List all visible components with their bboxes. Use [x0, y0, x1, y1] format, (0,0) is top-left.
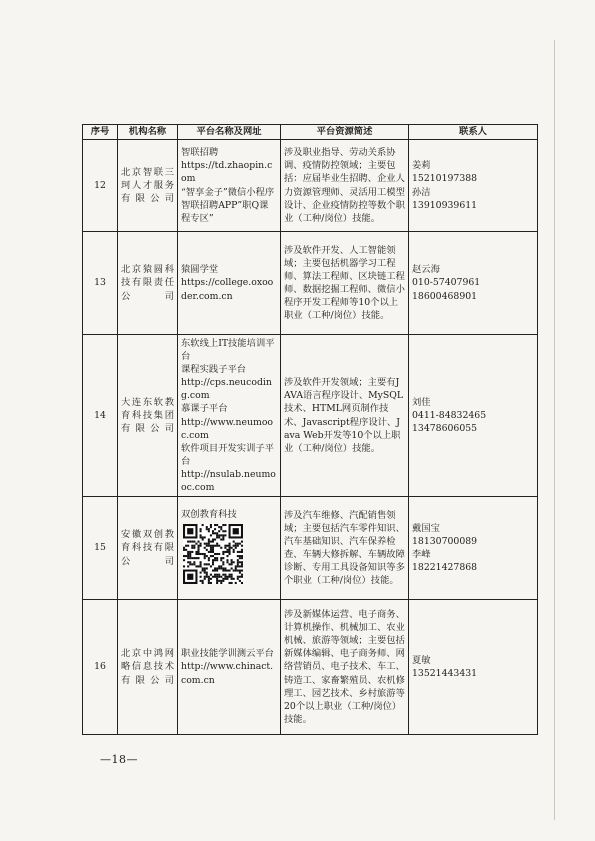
row-org: 安徽双创教育科技有限公司: [118, 497, 178, 600]
row-contact: [409, 497, 538, 600]
row-serial: 12: [83, 140, 118, 232]
row-platform: [178, 140, 281, 232]
row-resources: 涉及软件开发领域；主要有JAVA语言程序设计、MySQL技术、HTML网页制作技术、Javascript程序设计、Java Web开发等10个以上职业（工种/岗位）技能。: [281, 335, 409, 497]
row-resources: 涉及汽车维修、汽配销售领域；主要包括汽车零件知识、汽车基础知识、汽车保养检查、车辆大修拆解、车辆故障诊断、专用工具设备知识等多个职业（工种/岗位）技能。: [281, 497, 409, 600]
platform-line: 双创教育科技: [181, 509, 237, 521]
table-row: [83, 335, 538, 497]
platform-url: https://college.oxooder.com.cn: [181, 277, 274, 302]
platform-url: http://www.chinact.com.cn: [181, 661, 274, 686]
row-serial: 13: [83, 232, 118, 335]
platform-url: http://www.neumooc.com: [181, 416, 274, 441]
contact-phone: 18130700089: [412, 535, 478, 547]
contact-name: 赵云海: [412, 264, 440, 276]
contact-phone: 18221427868: [412, 562, 478, 574]
row-serial: 15: [83, 497, 118, 600]
header-resources: 平台资源简述: [281, 125, 409, 140]
row-org: 北京猿圆科技有限责任公司: [118, 232, 178, 335]
platform-line: 东软线上IT技能培训平台: [181, 337, 275, 363]
row-resources: 涉及软件开发、人工智能领域；主要包括机器学习工程师、算法工程师、区块链工程师、数据挖掘工程师、微信小程序开发工程师等10个以上职业（工种/岗位）技能。: [281, 232, 409, 335]
contact-name: 李峰: [412, 549, 431, 560]
contact-phone: 13478606055: [412, 423, 478, 435]
platform-line: 职业技能学训测云平台: [181, 648, 274, 660]
contact-phone: 13521443431: [412, 668, 478, 679]
contact-phone: 18600468901: [412, 290, 478, 302]
platform-line: 智联招聘APP”职Q课程专区”: [181, 199, 269, 224]
row-contact: [409, 232, 538, 335]
row-platform: [178, 232, 281, 335]
qr-code-icon: [183, 524, 243, 584]
row-org: 大连东软教育科技集团有限公司: [118, 335, 178, 497]
row-resources: 涉及职业指导、劳动关系协调、疫情防控领域；主要包括：应届毕业生招聘、企业人力资源管理师、灵活用工模型设计、企业疫情防控等数个职业（工种/岗位）技能。: [281, 140, 409, 232]
platform-line: 猿圆学堂: [181, 264, 219, 276]
header-serial: 序号: [83, 125, 118, 140]
table-row: [83, 497, 538, 600]
row-platform: [178, 335, 281, 497]
row-resources: 涉及新媒体运营、电子商务、计算机操作、机械加工、农业机械、旅游等领域；主要包括新媒体编辑、电子商务师、网络营销员、电子技术、车工、铸造工、家畜繁殖员、农机修理工、园艺技术、乡村旅游等20个以上职业（工种/岗位）技能。: [281, 600, 409, 735]
header-platform: 平台名称及网址: [178, 125, 281, 140]
table-row: [83, 232, 538, 335]
platform-line: 课程实践子平台: [181, 364, 247, 376]
platform-url: https://td.zhaopin.com: [181, 160, 273, 185]
header-org: 机构名称: [118, 125, 178, 140]
contact-phone: 0411-84832465: [412, 409, 487, 421]
row-serial: 14: [83, 335, 118, 497]
row-org: 北京中鸿网略信息技术有限公司: [118, 600, 178, 735]
row-serial: 16: [83, 600, 118, 735]
contact-phone: 15210197388: [412, 173, 478, 185]
contact-phone: 13910939611: [412, 199, 478, 211]
contact-name: 戴国宝: [412, 522, 440, 534]
contact-name: 刘佳: [412, 396, 431, 408]
platform-line: “智享金子”微信小程序: [181, 186, 275, 198]
platform-line: 慕课子平台: [181, 403, 228, 415]
contact-name: 孙洁: [412, 186, 431, 198]
row-contact: [409, 140, 538, 232]
scan-edge-line: [554, 40, 555, 820]
table-header-row: [83, 125, 538, 140]
contact-name: 姜莉: [412, 160, 431, 172]
contact-phone: 010-57407961: [412, 277, 481, 289]
contact-name: 夏敏: [412, 654, 431, 666]
row-platform: [178, 600, 281, 735]
header-contact: 联系人: [409, 125, 538, 140]
page-number: —18—: [100, 753, 138, 766]
row-contact: [409, 335, 538, 497]
table-row: [83, 600, 538, 735]
row-platform: [178, 497, 281, 600]
platform-line: 智联招聘: [181, 147, 219, 159]
resource-table: [82, 124, 538, 735]
row-org: 北京智联三珂人才服务有限公司: [118, 140, 178, 232]
table-row: [83, 140, 538, 232]
row-contact: [409, 600, 538, 735]
platform-url: http://cps.neucoding.com: [181, 377, 272, 402]
platform-url: http://nsulab.neumooc.com: [181, 468, 276, 493]
platform-line: 软件项目开发实训子平台: [181, 442, 274, 467]
